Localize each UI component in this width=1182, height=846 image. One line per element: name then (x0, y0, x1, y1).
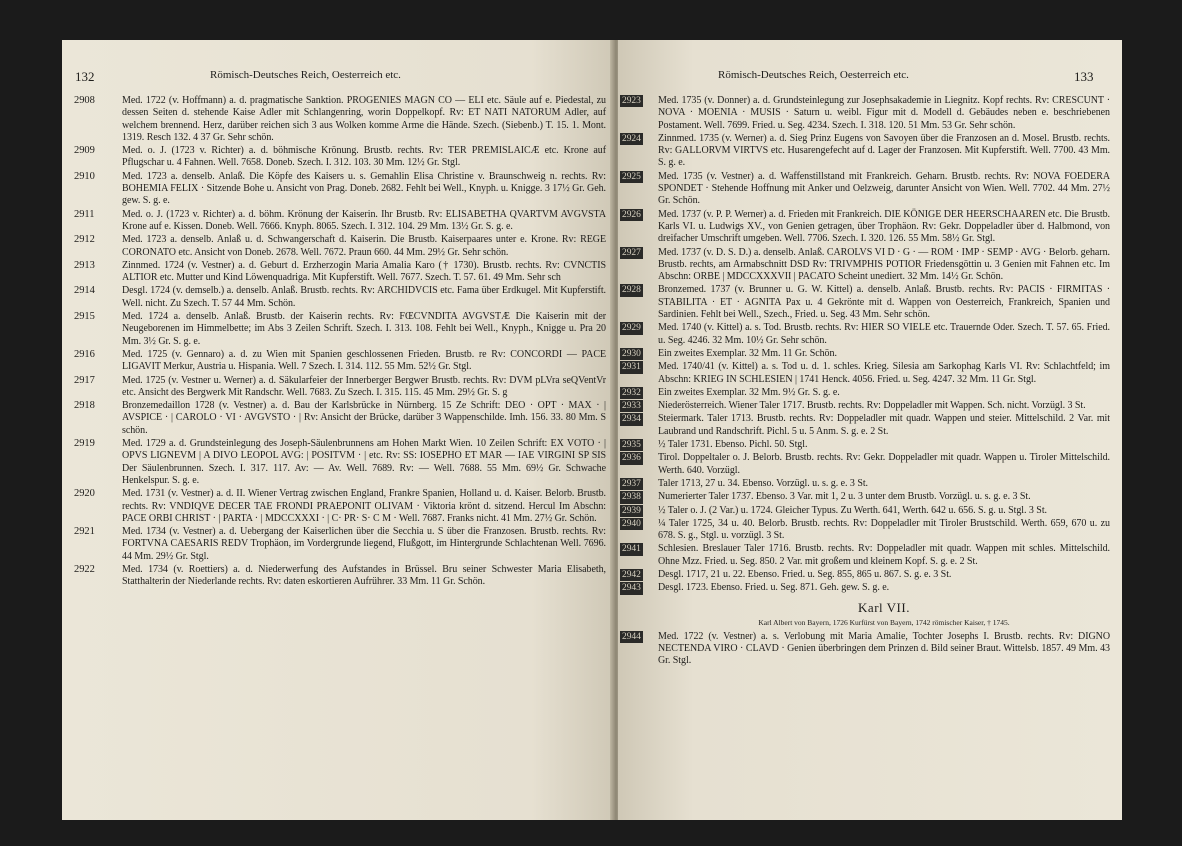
entry-number: 2933 (622, 401, 641, 412)
entry-number: 2943 (622, 583, 641, 594)
entry-text: Med. 1735 (v. Vestner) a. d. Waffenstillstand mit Frankreich. Geharn. Brustb. rechts. Rv: NOVA FOEDERA SPONDET · Stehende Hoffnung mit Anker und Oelzweig, darunter Ansicht von Wien. Well. 7702. 44 Mm. 27½ Gr. Schön. (658, 170, 1110, 207)
right-page (618, 40, 1122, 820)
entry-number: 2922 (74, 563, 95, 575)
entry-number: 2923 (622, 96, 641, 106)
catalog-entry (622, 400, 1110, 412)
entry-number: 2920 (74, 488, 95, 500)
entry-text: Zinnmed. 1735 (v. Werner) a. d. Sieg Prinz Eugens von Savoyen über die Franzosen an d. Mosel. Brustb. rechts. Rv: GALLORVM VIRTVS etc. Husarengefecht auf d. Lager der Franzosen. Mit Kupferstift. Well. 7700. 43 Mm. S. g. e. (658, 132, 1110, 169)
catalog-entry (74, 145, 606, 170)
entry-text: Schlesien. Breslauer Taler 1716. Brustb. rechts. Rv: Doppeladler mit quadr. Wappen mit schles. Mittelschild. Ohne Mzz. Fried. u. Seg. 850. 2 Var. mit großem und kleinem Kopf. S. g. e. 2 St. (658, 543, 1110, 567)
catalog-entry (74, 311, 606, 348)
entry-text: Bronzemedaillon 1728 (v. Vestner) a. d. Bau der Karlsbrücke in Nürnberg. 15 Ze Schrift: DEO · OPT · MAX · | AVSPICE · | CAROLO · VI · AVGVSTO · | Rv: Ansicht der Brücke, darüber 3 Wappenschilde. Imh. 156. 33. 80 Mm. S schön. (122, 400, 606, 436)
catalog-entry (622, 568, 1110, 581)
catalog-entry (74, 375, 606, 400)
entry-number: 2927 (622, 247, 641, 258)
entry-number: 2919 (74, 438, 95, 450)
section-subtitle: Karl Albert von Bayern, 1726 Kurfürst von Bayern, 1742 römischer Kaiser, † 1745. (758, 617, 1010, 627)
right-entries-a (622, 95, 1110, 595)
entry-number: 2913 (74, 259, 95, 271)
left-entry-list (74, 95, 606, 590)
catalog-entry (622, 95, 1110, 132)
section-title: Karl VII. (858, 599, 910, 615)
entry-number: 2938 (622, 492, 641, 503)
entry-text: Med. 1740 (v. Kittel) a. s. Tod. Brustb. rechts. Rv: HIER SO VIELE etc. Trauernde Oder. Szech. T. 57. 65. Fried. u. Seg. 4246. 32 Mm. 10½ Gr. Sehr schön. (658, 322, 1110, 346)
left-page (62, 40, 614, 820)
entry-text: Steiermark. Taler 1713. Brustb. rechts. Rv: Doppeladler mit quadr. Wappen und steier. Mittelschild. 2 Var. mit Laubrand und Randschrift. Pichl. 5 u. 5 Anm. S. g. e. 2 St. (658, 413, 1110, 437)
entry-number: 2917 (74, 374, 95, 386)
entry-number: 2929 (622, 323, 641, 334)
page-number: 133 (1074, 69, 1094, 84)
catalog-entry (74, 95, 606, 144)
catalog-entry (622, 517, 1110, 543)
catalog-entry (74, 260, 606, 285)
catalog-entry (622, 413, 1110, 438)
open-book (62, 40, 1122, 820)
entry-number: 2928 (622, 285, 641, 296)
entry-text: Med. 1735 (v. Donner) a. d. Grundsteinlegung zur Josephsakademie in Liegnitz. Kopf rechts. Rv: CRESCUNT · NOVA · MOENIA · MUSIS · Saturn u. weibl. Figur mit d. Modell d. Gebäudes neben e. beschriebenen Postament. Well. 7699. Fried. u. Seg. 4234. Szech. I. 318. 120. 51 Mm. 53 Gr. Sehr schön. (658, 95, 1110, 131)
right-entries-b (622, 630, 1110, 668)
entry-number: 2925 (622, 171, 641, 182)
catalog-entry (622, 208, 1110, 246)
catalog-entry (622, 543, 1110, 568)
catalog-entry (74, 400, 606, 437)
entry-number: 2916 (74, 348, 95, 360)
catalog-entry (622, 284, 1110, 321)
entry-text: Numerierter Taler 1737. Ebenso. 3 Var. mit 1, 2 u. 3 unter dem Brustb. Vorzügl. u. s. g. e. 3 St. (658, 491, 1031, 503)
entry-number: 2908 (74, 95, 95, 106)
entry-text: Desgl. 1724 (v. demselb.) a. denselb. Anlaß. Brustb. rechts. Rv: ARCHIDVCIS etc. Fama über Erdkugel. Mit Kupferstift. Well. nicht. Zu Szech. T. 57 44 Mm. Schön. (122, 285, 606, 309)
catalog-entry (622, 347, 1110, 360)
catalog-entry (622, 477, 1110, 490)
entry-number: 2915 (74, 311, 95, 323)
entry-number: 2930 (622, 348, 641, 359)
catalog-entry (622, 246, 1110, 284)
entry-text: Desgl. 1717, 21 u. 22. Ebenso. Fried. u. Seg. 855, 865 u. 867. S. g. e. 3 St. (658, 568, 952, 580)
entry-text: Ein zweites Exemplar. 32 Mm. 9½ Gr. S. g. e. (658, 386, 840, 398)
entry-text: Med. 1740/41 (v. Kittel) a. s. Tod u. d. 1. schles. Krieg. Silesia am Sarkophag Karls VI. Rv: Schlachtfeld; im Abschn: KRIEG IN SCHLESIEN | 1741 Henck. 4056. Fried. u. Seg. 4247. 32 Mm. 11 Gr. Stgl. (658, 361, 1110, 385)
entry-number: 2911 (74, 208, 95, 220)
entry-text: Med. 1725 (v. Gennaro) a. d. zu Wien mit Spanien geschlossenen Frieden. Brustb. re Rv: CONCORDI — PACE LIGAVIT Merkur, Austria u. Hispania. Well. 7 Szech. I. 314. 112. 55 Mm. 52½ Gr. Stgl. (122, 348, 606, 373)
entry-text: Med. o. J. (1723 v. Richter) a. d. böhmische Krönung. Brustb. rechts. Rv: TER PREMISLAICÆ etc. Krone auf Pflugschar u. 4 Fahnen. Well. 7658. Doneb. Szech. I. 312. 103. 30 Mm. 12½ Gr. Stgl. (122, 145, 606, 169)
running-title: Römisch-Deutsches Reich, Oesterreich etc. (718, 69, 909, 81)
entry-number: 2940 (622, 518, 641, 529)
catalog-entry (622, 322, 1110, 347)
entry-number: 2942 (622, 569, 641, 580)
entry-text: ½ Taler o. J. (2 Var.) u. 1724. Gleicher Typus. Zu Werth. 641, Werth. 642 u. 656. S. g. u. Stgl. 3 St. (658, 504, 1047, 516)
catalog-entry (74, 438, 606, 487)
entry-text: Med. 1725 (v. Vestner u. Werner) a. d. Säkularfeier der Innerberger Bergwer Brustb. rechts. Rv: DVM pLVra seQVentVr etc. Ansicht des Bergwerk Mit Randschr. Well. 7683. Zu Szech. I. 315. 115. 45 Mm. 29½ Gr. S. g (122, 374, 606, 398)
entry-text: Med. 1724 a. denselb. Anlaß. Brustb. der Kaiserin rechts. Rv: FŒCVNDITA AVGVSTÆ Die Kaiserin mit der Neugeborenen im Himmelbette; im Abs 3 Zeilen Schrift. Szech. I. 313. 108. Fehlt bei Well., Knyph., Knigge u. Pra 20 Mm. 3½ Gr. S. g. e. (122, 311, 606, 347)
entry-text: Taler 1713, 27 u. 34. Ebenso. Vorzügl. u. s. g. e. 3 St. (658, 477, 869, 489)
entry-number: 2944 (622, 631, 641, 642)
entry-number: 2934 (622, 414, 641, 425)
entry-number: 2914 (74, 285, 95, 297)
catalog-entry (74, 349, 606, 374)
catalog-entry (74, 564, 606, 589)
running-title: Römisch-Deutsches Reich, Oesterreich etc. (210, 69, 401, 81)
entry-text: Med. 1737 (v. P. P. Werner) a. d. Frieden mit Frankreich. DIE KÖNIGE DER HEERSCHAAREN etc. Die Brustb. Karls VI. u. Ludwigs XV., von Genien getragen, über Trophäon. Rv: Gekr. Doppeladler über d. Halbmond, von dreifacher Umschrift umgeben. Well. 7706. Szech. I. 320. 126. 55 Mm. 58½ Gr. Stgl. (658, 208, 1110, 245)
entry-text: Desgl. 1723. Ebenso. Fried. u. Seg. 871. Geh. gew. S. g. e. (658, 582, 890, 594)
entry-text: Med. 1731 (v. Vestner) a. d. II. Wiener Vertrag zwischen England, Frankre Spanien, Holland u. d. Kaiser. Belorb. Brustb. rechts. Rv: VNDIQVE DECER TAE FRONDI PRAEPONIT OLIVAM · Viktoria krönt d. sitzend. Hercul Im Abschn: PACE ORBI CHRIST · | PARTA · | MDCCXXXI · | C· PR· S· C M · Well. 7687. Franks nicht. 41 Mm. 27½ Gr. Schön. (122, 488, 606, 524)
entry-number: 2921 (74, 526, 95, 538)
entry-number: 2937 (622, 478, 641, 489)
catalog-entry (622, 439, 1110, 451)
entry-text: Med. o. J. (1723 v. Richter) a. d. böhm. Krönung der Kaiserin. Ihr Brustb. Rv: ELISABETHA QVARTVM AVGVSTA Krone auf e. Kissen. Doneb. Well. 7666. Knyph. 8065. Szech. I. 312. 104. 29 Mm. 13½ Gr. S. g. e. (122, 208, 606, 232)
entry-number: 2912 (74, 234, 95, 246)
entry-number: 2936 (622, 453, 641, 464)
catalog-entry (622, 504, 1110, 517)
entry-number: 2939 (622, 505, 641, 516)
entry-number: 2931 (622, 362, 641, 373)
entry-text: Niederösterreich. Wiener Taler 1717. Brustb. rechts. Rv: Doppeladler mit Wappen. Sch. nicht. Vorzügl. 3 St. (658, 400, 1086, 412)
entry-text: Bronzemed. 1737 (v. Brunner u. G. W. Kittel) a. denselb. Anlaß. Brustb. rechts. Rv: PACIS · FIRMITAS · STABILITA · ET · AGNITA Pax u. 4 Gekrönte mit d. Wappen von Oesterreich, Frankreich, Spanien und Sardinien. Fehlt bei Well., Szech., Fried. u. Seg. 43 Mm. Sehr schön. (658, 284, 1110, 321)
entry-number: 2918 (74, 400, 95, 412)
entry-number: 2910 (74, 170, 95, 182)
catalog-entry (622, 170, 1110, 208)
entry-number: 2926 (622, 209, 641, 220)
catalog-entry (622, 630, 1110, 668)
entry-number: 2932 (622, 387, 641, 398)
catalog-entry (622, 491, 1110, 503)
entry-text: Med. 1734 (v. Vestner) a. d. Uebergang der Kaiserlichen über die Secchia u. S über die Franzosen. Brustb. rechts. Rv: FORTVNA CAESARIS REDV Trophäon, im Vordergrunde liegend, Flußgott, im Hintergrunde Schlachtenan Well. 7696. 44 Mm. 29½ Gr. Stgl. (122, 526, 606, 562)
catalog-entry (74, 171, 606, 208)
entry-number: 2941 (622, 544, 641, 555)
entry-text: Tirol. Doppeltaler o. J. Belorb. Brustb. rechts. Rv: Gekr. Doppeladler mit quadr. Wappen u. Tiroler Mittelschild. Werth. 640. Vorzügl. (658, 452, 1110, 476)
catalog-entry (74, 526, 606, 563)
entry-text: Med. 1722 (v. Hoffmann) a. d. pragmatische Sanktion. PROGENIES MAGN CO — ELI etc. Säule auf e. Piedestal, zu dessen Seiten d. stehende Kaise Adler mit Schlangenring, worin Doppelkopf. Rv: ET NATI NATORUM Adler, auf welchem brennend. Herz, darüber reichen sich 3 aus Wolken komme Arme die Hände. Szech. (Siebenb.) T. 15. 1. Mont. 1319. Resch 132. 4 37 Gr. Sehr schön. (122, 95, 606, 143)
entry-text: Med. 1722 (v. Vestner) a. s. Verlobung mit Maria Amalie, Tochter Josephs I. Brustb. rechts. Rv: DIGNO NECTENDA VIRO · CLAVD · Genien überbringen dem Prinzen d. Bild seiner Braut. Wittelsb. 1857. 49 Mm. 43 Gr. Stgl. (658, 630, 1110, 667)
entry-text: Med. 1723 a. denselb. Anlaß u. d. Schwangerschaft d. Kaiserin. Die Brustb. Kaiserpaares unter e. Krone. Rv: REGE CORONATO etc. Ansicht von Doneb. 2678. Well. 7672. Praun 660. 44 Mm. 29½ Gr. Sehr schön. (122, 234, 606, 258)
entry-text: Med. 1734 (v. Roettiers) a. d. Niederwerfung des Aufstandes in Brüssel. Bru seiner Schwester Maria Elisabeth, Statthalterin der Niederlande rechts. Rv: daten eskortieren Aufrührer. 33 Mm. 11 Gr. Schön. (122, 563, 606, 588)
entry-number: 2935 (622, 440, 641, 451)
catalog-entry (74, 488, 606, 525)
entry-text: Med. 1729 a. d. Grundsteinlegung des Joseph-Säulenbrunnens am Hohen Markt Wien. 10 Zeilen Schrift: EX VOTO · | OPVS LIGNEVM | A DIVO LEOPOL AVG: | POSITVM · | etc. Rv: SS: IOSEPHO ET MAR — IAE VIRGINI SP SIS Der Säulenbrunnen. Szech. I. 317. 117. Av: — Av. Well. 7689. Rv: — Well. 7688. 55 Mm. 69½ Gr. Schwache Henkelspur. S. g. e. (122, 438, 606, 486)
entry-text: Med. 1737 (v. D. S. D.) a. denselb. Anlaß. CAROLVS VI D · G · — ROM · IMP · SEMP · AVG · Belorb. geharn. Brustb. rechts, am Armabschnitt DSD Rv: TRIVMPHIS POTIOR Friedensgöttin u. 3 Genien mit Fahnen etc. Im Abschn: ORBE | MDCCXXXVII | PACATO Scheint unediert. 32 Mm. 14½ Gr. Schön. (658, 246, 1110, 283)
catalog-entry (622, 386, 1110, 399)
right-entry-list (622, 95, 1110, 668)
catalog-entry (74, 285, 606, 310)
catalog-entry (74, 234, 606, 259)
entry-text: Ein zweites Exemplar. 32 Mm. 11 Gr. Schön. (658, 347, 837, 359)
entry-text: ½ Taler 1731. Ebenso. Pichl. 50. Stgl. (658, 439, 808, 451)
entry-text: Zinnmed. 1724 (v. Vestner) a. d. Geburt d. Erzherzogin Maria Amalia Karo († 1730). Brustb. rechts. Rv: CVNCTIS ALTIOR etc. Mutter und Kind Löwenquadriga. Mit Kupferstift. Well. 7677. Szech. T. 57. 61. 49 Mm. Sehr sch (122, 259, 606, 284)
page-number: 132 (75, 69, 95, 84)
entry-number: 2924 (622, 133, 641, 144)
entry-number: 2909 (74, 145, 95, 157)
catalog-entry (622, 132, 1110, 170)
catalog-entry (74, 209, 606, 234)
catalog-entry (622, 582, 1110, 594)
entry-text: Med. 1723 a. denselb. Anlaß. Die Köpfe des Kaisers u. s. Gemahlin Elisa Christine v. Braunschweig n. rechts. Rv: BOHEMIA FELIX · Sitzende Bohe u. Ansicht von Prag. Doneb. 2682. Fehlt bei Well., Knyph. u. Knigge. 3 17½ Gr. Geh. gew. S. g. e. (122, 170, 606, 207)
entry-text: ¼ Taler 1725, 34 u. 40. Belorb. Brustb. rechts. Rv: Doppeladler mit Tiroler Brustschild. Werth. 659, 670 u. zu 678. S. g., Stgl. u. vorzügl. 3 St. (658, 517, 1110, 542)
catalog-entry (622, 361, 1110, 386)
catalog-entry (622, 452, 1110, 477)
